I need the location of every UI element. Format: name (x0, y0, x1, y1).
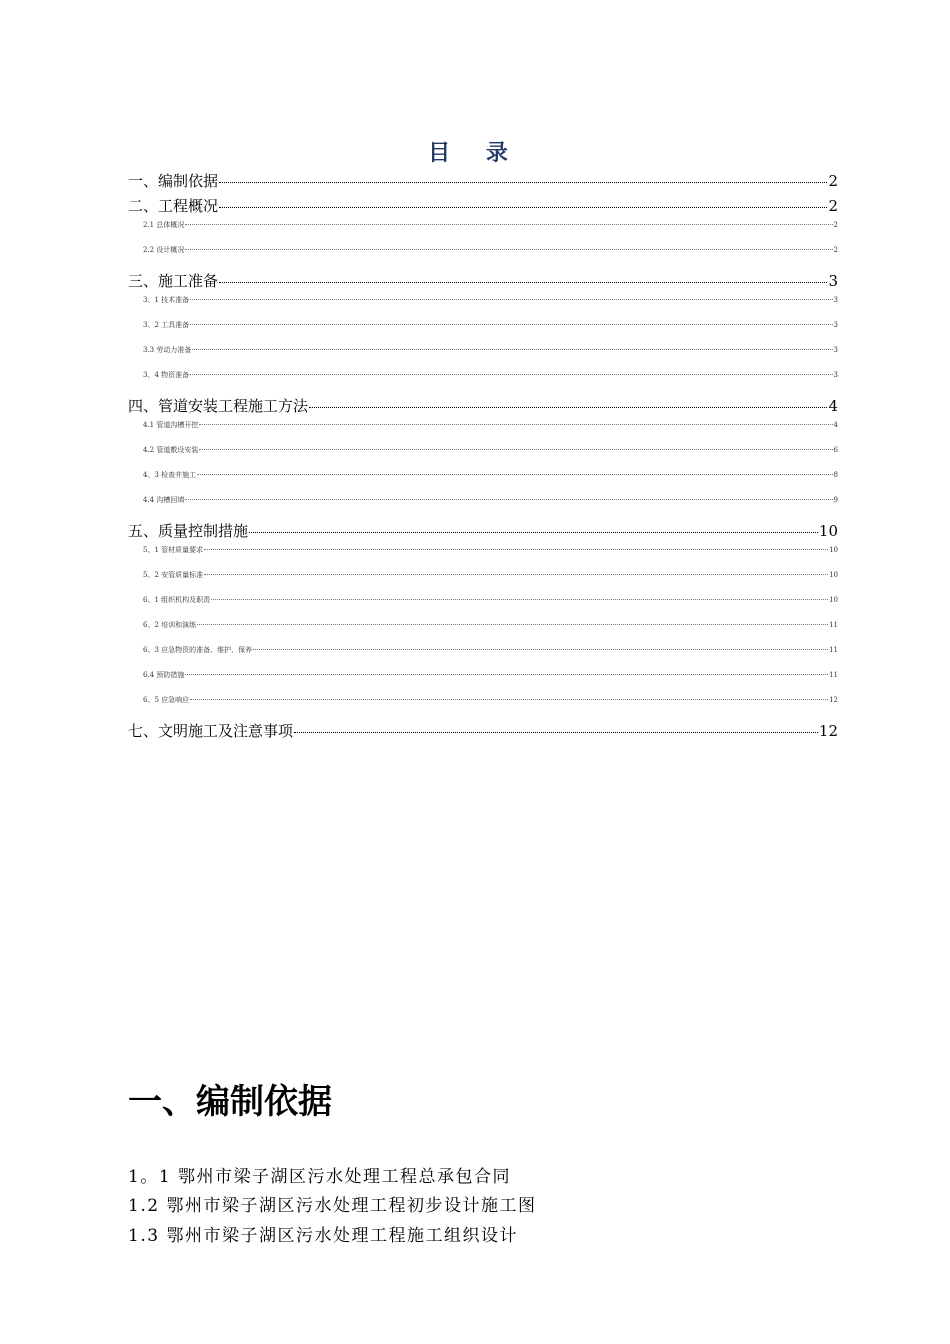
toc-entry-text: 6、5 应急响应 (143, 696, 190, 704)
toc-entry-page: 11 (829, 621, 838, 629)
toc-entry[interactable] (128, 495, 838, 520)
toc-dot-leader (294, 732, 818, 733)
toc-entry[interactable] (128, 445, 838, 470)
toc-entry[interactable] (128, 295, 838, 320)
toc-entry-page: 10 (829, 571, 838, 579)
toc-dot-leader (219, 182, 827, 183)
table-of-contents (128, 170, 838, 745)
toc-dot-leader (204, 574, 828, 575)
toc-dot-leader (199, 449, 832, 450)
toc-entry-page: 12 (829, 696, 838, 704)
toc-entry[interactable] (128, 320, 838, 345)
section-heading: 一、编制依据 (128, 1082, 332, 1122)
toc-entry-page: 2 (828, 172, 838, 190)
toc-entry-text: 6.4 预防措施 (143, 671, 185, 679)
toc-entry[interactable] (128, 345, 838, 370)
toc-entry[interactable] (128, 570, 838, 595)
toc-dot-leader (219, 207, 827, 208)
toc-dot-leader (211, 599, 828, 600)
toc-dot-leader (253, 649, 828, 650)
toc-entry-text: 6、3 应急物资的准备、维护、保养 (143, 646, 253, 654)
toc-entry-page: 2 (828, 197, 838, 215)
toc-entry[interactable] (128, 670, 838, 695)
toc-entry-page: 3 (833, 346, 838, 354)
toc-entry-text: 五、质量控制措施 (128, 522, 249, 540)
toc-entry-text: 三、施工准备 (128, 272, 219, 290)
toc-entry-text: 二、工程概况 (128, 197, 219, 215)
toc-entry-page: 4 (828, 397, 838, 415)
toc-entry-text: 2.2 设计概况 (143, 246, 185, 254)
toc-entry-page: 6 (833, 446, 838, 454)
toc-entry-page: 10 (818, 522, 838, 540)
toc-entry-text: 4.4 沟槽回填 (143, 496, 185, 504)
toc-entry[interactable] (128, 545, 838, 570)
toc-entry[interactable] (128, 470, 838, 495)
toc-dot-leader (190, 299, 832, 300)
toc-entry-page: 12 (818, 722, 838, 740)
toc-dot-leader (197, 474, 832, 475)
toc-entry[interactable] (128, 620, 838, 645)
toc-dot-leader (185, 499, 832, 500)
toc-entry-text: 5、1 管材质量要求 (143, 546, 204, 554)
toc-entry[interactable] (128, 370, 838, 395)
toc-entry-page: 8 (833, 471, 838, 479)
toc-entry-text: 4.1 管道沟槽开挖 (143, 421, 199, 429)
toc-entry-text: 3、4 物资准备 (143, 371, 190, 379)
toc-entry-page: 11 (829, 646, 838, 654)
toc-dot-leader (190, 699, 828, 700)
toc-entry-page: 9 (833, 496, 838, 504)
basis-item-3: 1.3 鄂州市梁子湖区污水处理工程施工组织设计 (128, 1226, 518, 1246)
toc-entry-text: 一、编制依据 (128, 172, 219, 190)
toc-entry-text: 3、1 技术准备 (143, 296, 190, 304)
toc-entry[interactable] (128, 195, 838, 220)
toc-entry-text: 3、2 工具准备 (143, 321, 190, 329)
toc-entry[interactable] (128, 245, 838, 270)
basis-item-2: 1.2 鄂州市梁子湖区污水处理工程初步设计施工图 (128, 1196, 537, 1216)
toc-dot-leader (190, 374, 832, 375)
toc-entry[interactable] (128, 695, 838, 720)
toc-entry-text: 2.1 总体概况 (143, 221, 185, 229)
toc-entry-text: 6、1 组织机构及职责 (143, 596, 211, 604)
toc-entry-page: 3 (833, 296, 838, 304)
toc-dot-leader (249, 532, 818, 533)
toc-entry-page: 3 (833, 321, 838, 329)
toc-entry[interactable] (128, 220, 838, 245)
toc-entry[interactable] (128, 270, 838, 295)
toc-entry[interactable] (128, 720, 838, 745)
basis-item-1: 1。1 鄂州市梁子湖区污水处理工程总承包合同 (128, 1167, 512, 1187)
toc-entry-text: 四、管道安装工程施工方法 (128, 397, 309, 415)
toc-entry-text: 七、文明施工及注意事项 (128, 722, 294, 740)
toc-dot-leader (185, 249, 832, 250)
toc-entry-text: 6、2 培训和演练 (143, 621, 197, 629)
toc-title: 目 录 (428, 140, 522, 166)
toc-entry-page: 2 (833, 221, 838, 229)
toc-dot-leader (185, 674, 828, 675)
toc-dot-leader (190, 324, 832, 325)
toc-entry-page: 11 (829, 671, 838, 679)
toc-dot-leader (192, 349, 832, 350)
toc-entry-page: 3 (828, 272, 838, 290)
toc-entry[interactable] (128, 395, 838, 420)
toc-entry-page: 10 (829, 546, 838, 554)
toc-entry[interactable] (128, 645, 838, 670)
toc-entry[interactable] (128, 420, 838, 445)
toc-entry[interactable] (128, 595, 838, 620)
toc-dot-leader (199, 424, 832, 425)
toc-entry-text: 3.3 劳动力准备 (143, 346, 192, 354)
toc-entry[interactable] (128, 520, 838, 545)
toc-entry-page: 10 (829, 596, 838, 604)
toc-entry-text: 5、2 安管质量标准 (143, 571, 204, 579)
toc-entry-page: 4 (833, 421, 838, 429)
toc-dot-leader (204, 549, 828, 550)
toc-entry-text: 4.2 管道敷设安装 (143, 446, 199, 454)
toc-dot-leader (309, 407, 827, 408)
toc-entry[interactable] (128, 170, 838, 195)
toc-entry-text: 4、3 检查井施工 (143, 471, 197, 479)
toc-entry-page: 2 (833, 246, 838, 254)
toc-entry-page: 3 (833, 371, 838, 379)
toc-dot-leader (185, 224, 832, 225)
toc-dot-leader (219, 282, 827, 283)
toc-dot-leader (197, 624, 828, 625)
